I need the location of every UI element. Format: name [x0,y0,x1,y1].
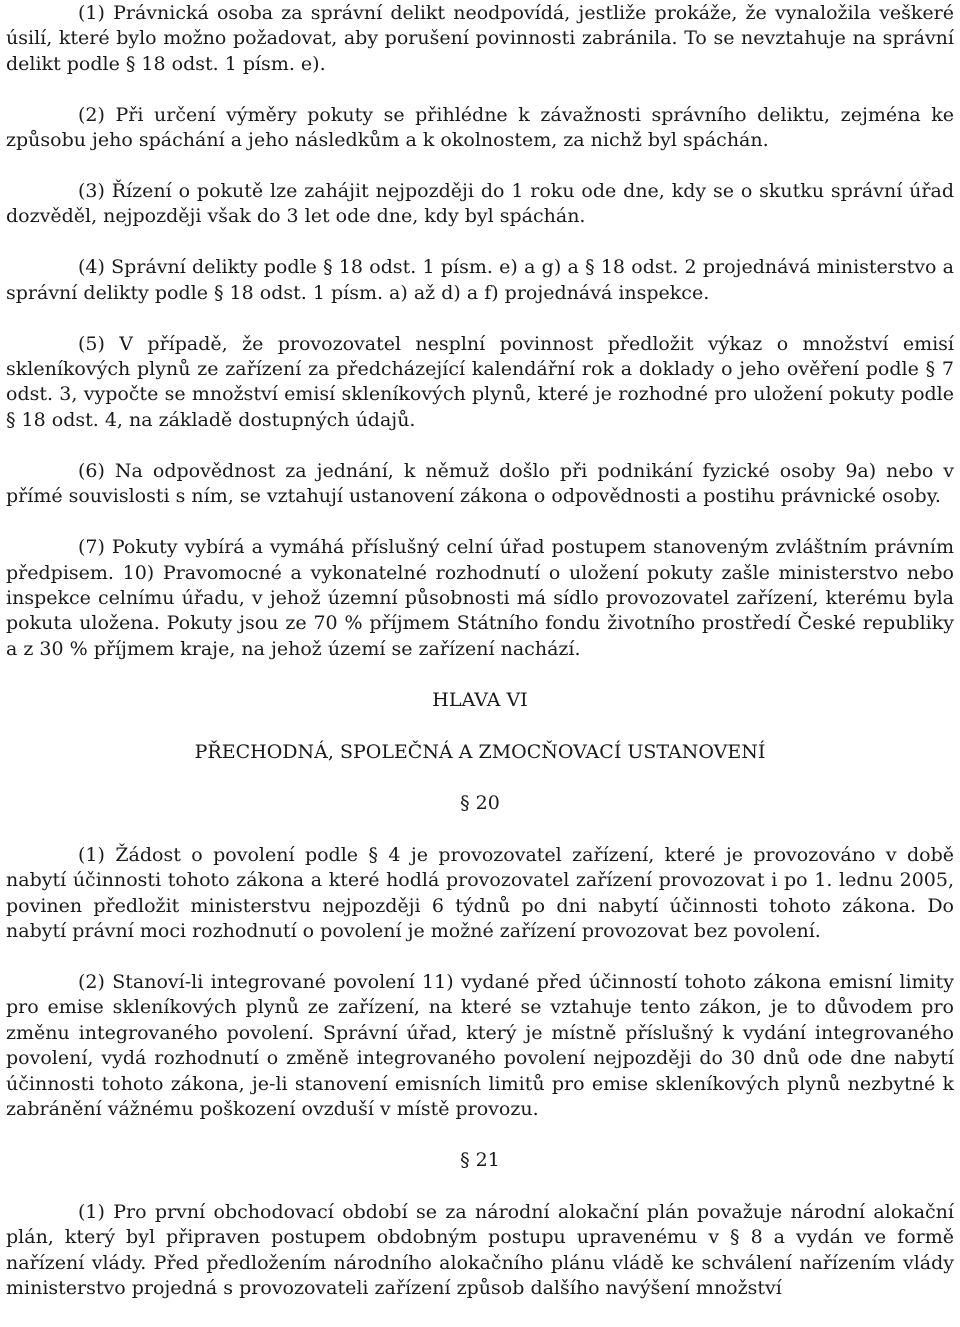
section-20-paragraph-2: (2) Stanoví-li integrované povolení 11) vydané před účinností tohoto zákona emisní limity pro emise skleníkových plynů ze zařízení, na které se vztahuje tento zákon, je to důvodem pro změnu integrovaného povolení. Správní úřad, který je místně příslušný k vydání integrovaného povolení, vydá rozhodnutí o změně integrovaného povolení nejpozději do 30 dnů ode dne nabytí účinnosti tohoto zákona, je-li stanovení emisních limitů pro emise skleníkových plynů nezbytné k zabránění vážnému poškození ovzduší v místě provozu. [6,970,954,1120]
paragraph-4: (4) Správní delikty podle § 18 odst. 1 písm. e) a g) a § 18 odst. 2 projednává ministerstvo a správní delikty podle § 18 odst. 1 písm. a) až d) a f) projednává inspekce. [6,256,954,304]
document-page [6,0,954,1327]
paragraph-3: (3) Řízení o pokutě lze zahájit nejpozději do 1 roku ode dne, kdy se o skutku správní úřad dozvěděl, nejpozději však do 3 let ode dne, kdy byl spáchán. [6,180,954,228]
chapter-label: HLAVA VI [432,688,528,711]
section-21-label: § 21 [460,1149,500,1172]
section-21-paragraph-1: (1) Pro první obchodovací období se za národní alokační plán považuje národní alokační plán, který byl připraven postupem obdobným postupu upravenému v § 8 a vydán ve formě nařízení vlády. Před předložením národního alokačního plánu vládě ke schválení nařízením vlády ministerstvo projedná s provozovateli zařízení způsob dalšího navýšení množství [6,1200,954,1300]
chapter-title: PŘECHODNÁ, SPOLEČNÁ A ZMOCŇOVACÍ USTANOVENÍ [194,741,766,764]
section-20-label: § 20 [460,792,500,815]
paragraph-1: (1) Právnická osoba za správní delikt neodpovídá, jestliže prokáže, že vynaložila veškeré úsilí, které bylo možno požadovat, aby porušení povinnosti zabránila. To se nevztahuje na správní delikt podle § 18 odst. 1 písm. e). [6,2,954,75]
section-20-paragraph-1: (1) Žádost o povolení podle § 4 je provozovatel zařízení, které je provozováno v době nabytí účinnosti tohoto zákona a které hodlá provozovatel zařízení provozovat i po 1. lednu 2005, povinen předložit ministerstvu nejpozději 6 týdnů po dni nabytí účinnosti tohoto zákona. Do nabytí právní moci rozhodnutí o povolení je možné zařízení provozovat bez povolení. [6,843,954,943]
paragraph-7: (7) Pokuty vybírá a vymáhá příslušný celní úřad postupem stanoveným zvláštním právním předpisem. 10) Pravomocné a vykonatelné rozhodnutí o uložení pokuty zašle ministerstvo nebo inspekce celnímu úřadu, v jehož územní působnosti má sídlo provozovatel zařízení, kterému byla pokuta uložena. Pokuty jsou ze 70 % příjmem Státního fondu životního prostředí České republiky a z 30 % příjmem kraje, na jehož území se zařízení nachází. [6,536,954,660]
paragraph-2: (2) Při určení výměry pokuty se přihlédne k závažnosti správního deliktu, zejména ke způsobu jeho spáchání a jeho následkům a k okolnostem, za nichž byl spáchán. [6,103,954,152]
paragraph-5: (5) V případě, že provozovatel nesplní povinnost předložit výkaz o množství emisí skleníkových plynů ze zařízení za předcházející kalendářní rok a doklady o jeho ověření podle § 7 odst. 3, vypočte se množství emisí skleníkových plynů, které je rozhodné pro uložení pokuty podle § 18 odst. 4, na základě dostupných údajů. [6,332,954,431]
paragraph-6: (6) Na odpovědnost za jednání, k němuž došlo při podnikání fyzické osoby 9a) nebo v přímé souvislosti s ním, se vztahují ustanovení zákona o odpovědnosti a postihu právnické osoby. [6,459,954,508]
